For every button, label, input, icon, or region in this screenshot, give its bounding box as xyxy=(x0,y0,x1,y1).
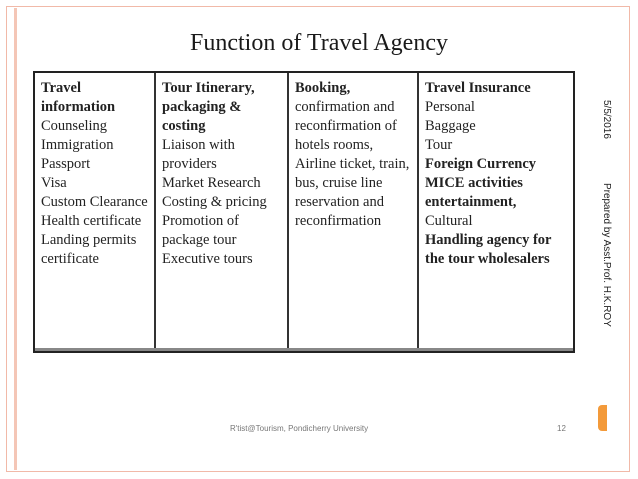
cell-text: Travel information xyxy=(41,80,116,115)
cell-text: Personal xyxy=(425,99,475,115)
cell-text: Foreign Currency xyxy=(425,156,537,172)
decorative-stripe xyxy=(14,8,17,470)
cell-text: Baggage xyxy=(425,118,476,134)
functions-table xyxy=(33,71,575,353)
column-booking xyxy=(289,73,419,351)
page-number: 12 xyxy=(557,424,566,433)
column-travel-information xyxy=(35,73,156,351)
cell-text: Promotion of package tour xyxy=(162,213,239,248)
cell-text: Cultural xyxy=(425,213,473,229)
cell-text: Handling agency for the tour wholesalers xyxy=(425,232,552,267)
cell-text: MICE activities xyxy=(425,175,523,191)
cell-text: Custom Clearance xyxy=(41,194,148,210)
prepared-by: Prepared by Asst.Prof. H.K.ROY xyxy=(601,182,612,327)
cell-text: Market Research xyxy=(162,175,261,191)
cell-text: Airline ticket, train, bus, cruise line reservation and reconfirmation xyxy=(295,156,410,229)
cell-text: confirmation and reconfirmation of hotels rooms, xyxy=(295,99,397,153)
cell-text: Costing & pricing xyxy=(162,194,267,210)
cell-text: entertainment, xyxy=(425,194,517,210)
slide-date: 5/5/2016 xyxy=(601,100,612,139)
cell-text: Visa xyxy=(41,175,67,191)
cell-text: Tour Itinerary, packaging & costing xyxy=(162,80,255,134)
cell-text: Executive tours xyxy=(162,251,253,267)
cell-text: Travel Insurance xyxy=(425,80,531,96)
decorative-tab xyxy=(598,405,607,431)
cell-text: Passport xyxy=(41,156,91,172)
column-tour-itinerary xyxy=(156,73,289,351)
cell-bold-text: Booking, xyxy=(295,80,351,96)
cell-text: Liaison with providers xyxy=(162,137,235,172)
cell-text: Landing permits certificate xyxy=(41,232,137,267)
cell-text: Tour xyxy=(425,137,453,153)
cell-text: Counseling xyxy=(41,118,108,134)
footer-credit: R'tist@Tourism, Pondicherry University xyxy=(230,424,369,433)
cell-text: Immigration xyxy=(41,137,114,153)
cell-text: Health certificate xyxy=(41,213,142,229)
cell-text xyxy=(295,79,413,155)
column-travel-insurance xyxy=(419,73,573,351)
slide-title: Function of Travel Agency xyxy=(190,30,448,56)
side-caption xyxy=(601,100,612,327)
